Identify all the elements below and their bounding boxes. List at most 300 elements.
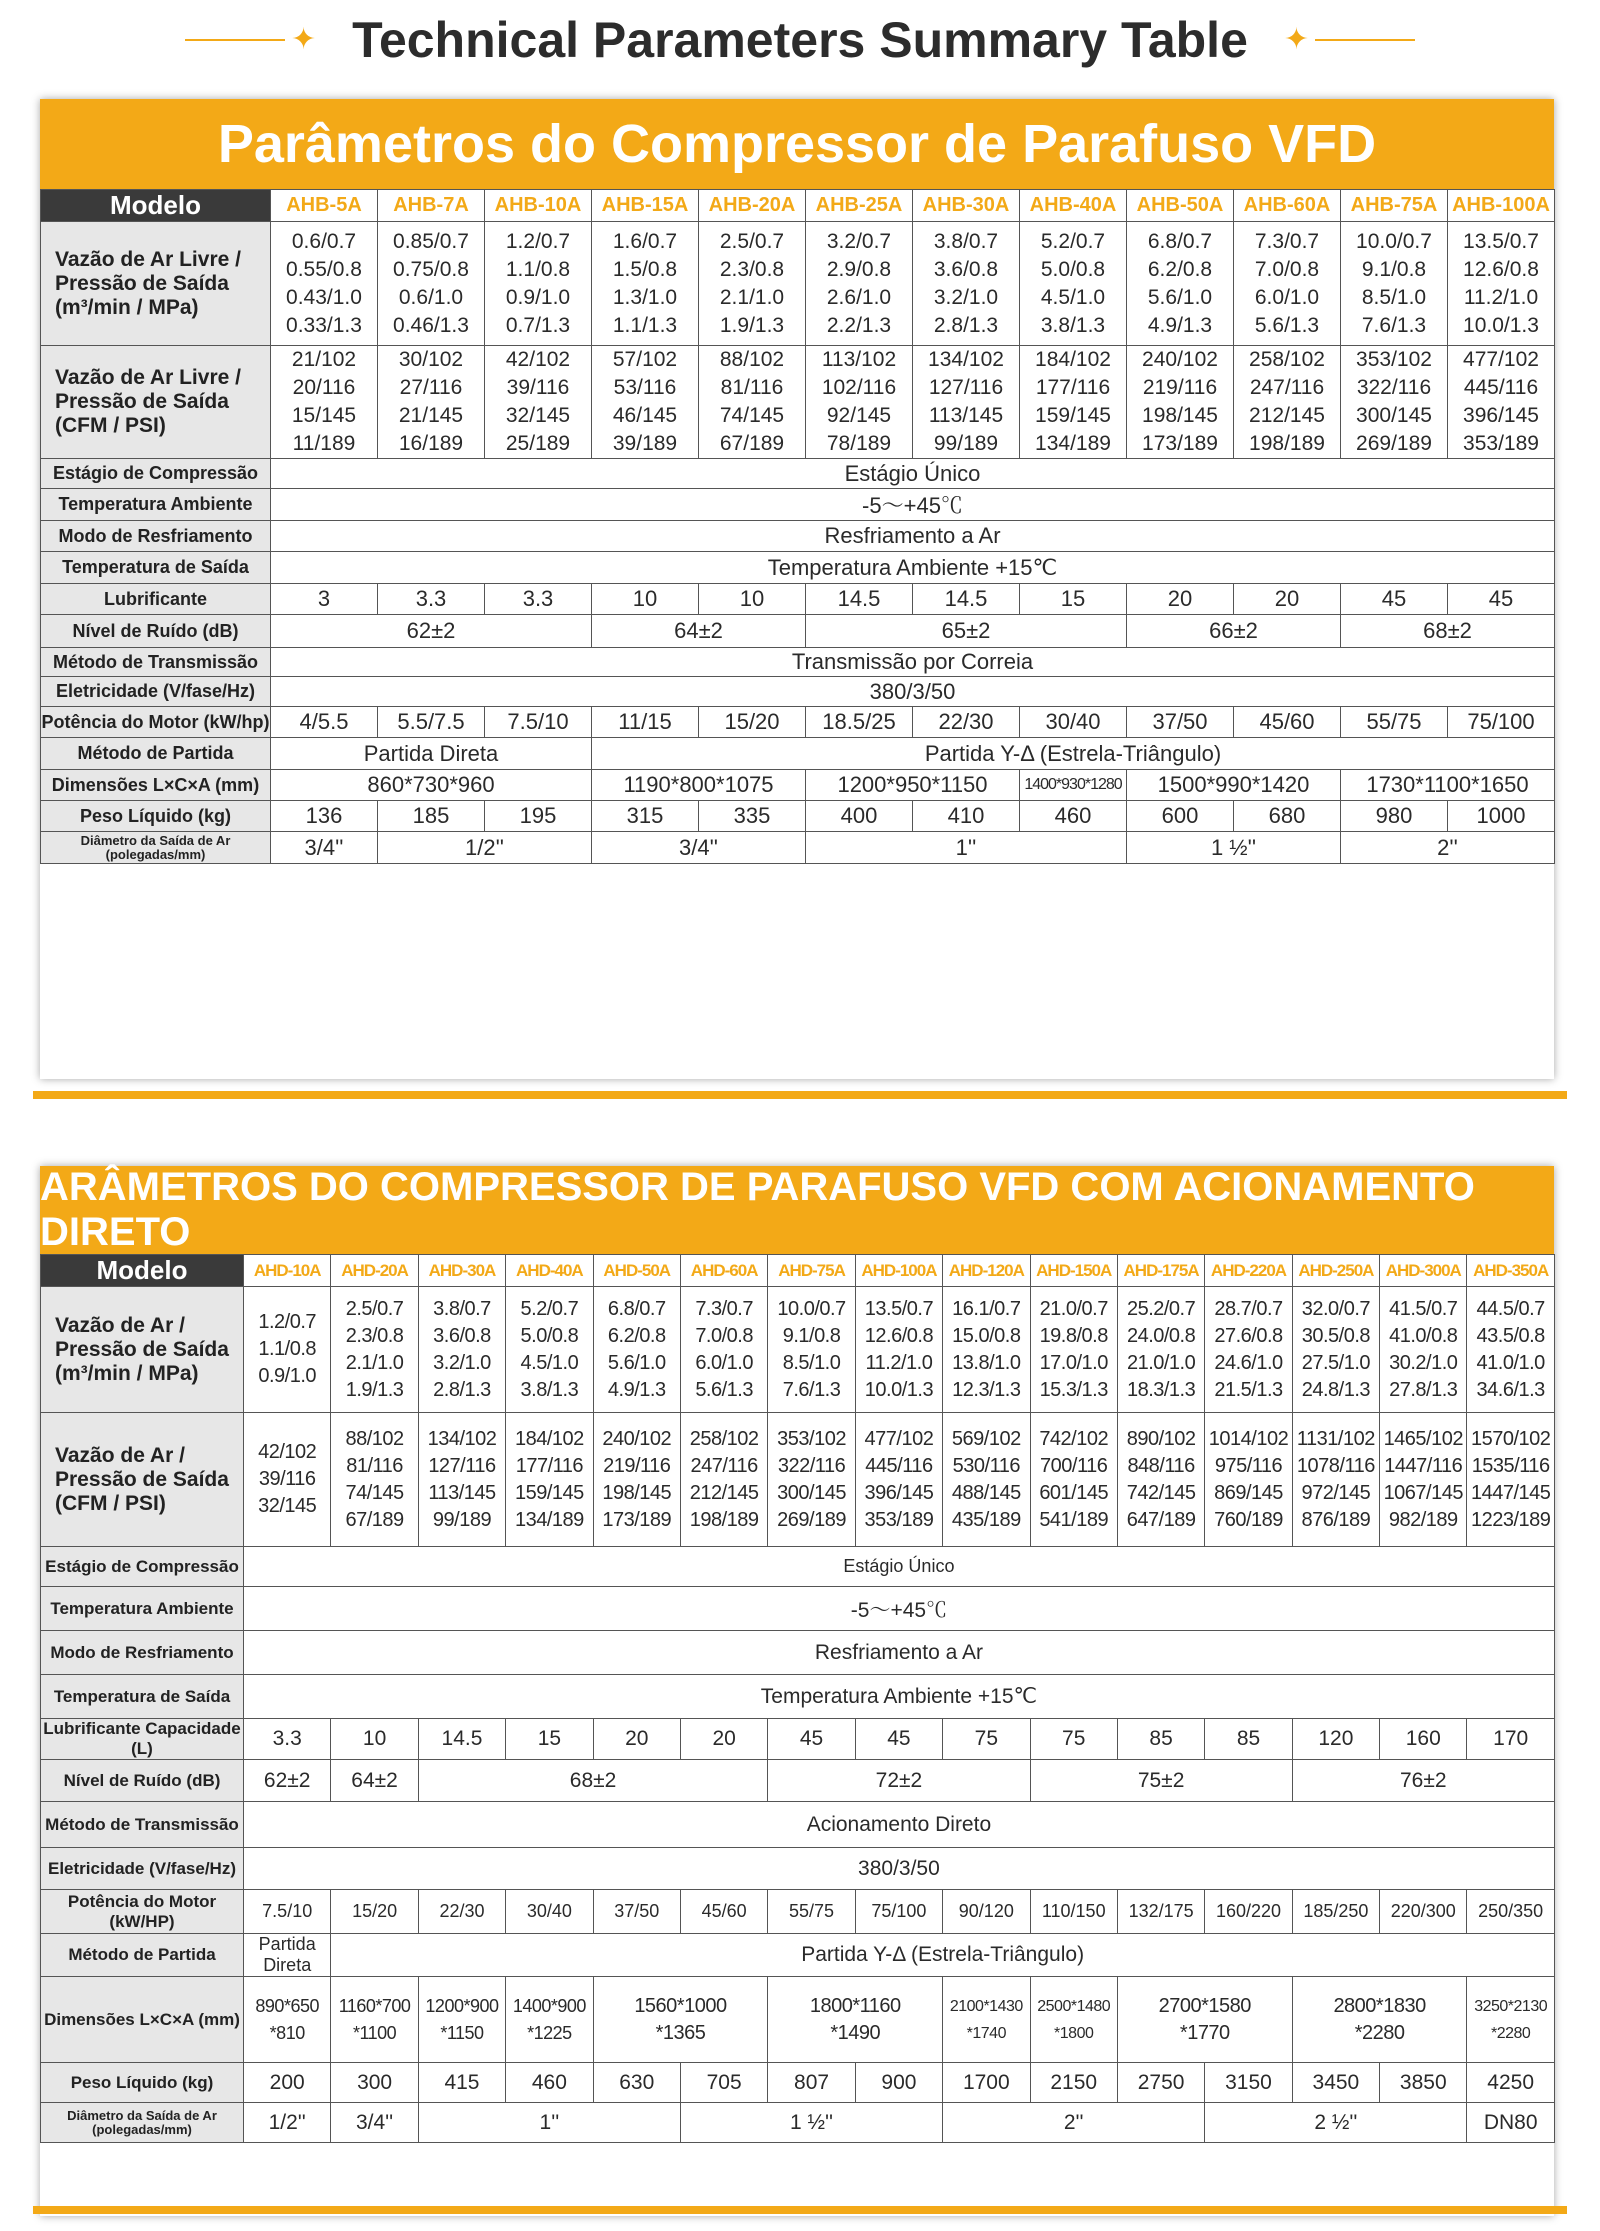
table-cell (806, 346, 913, 459)
model-header: AHD-120A (943, 1255, 1030, 1287)
cell-line: 396/145 (864, 1481, 934, 1504)
table-cell: 15 (1020, 584, 1127, 615)
table-cell: 22/30 (418, 1890, 505, 1934)
cell-line: 10.0/0.7 (1356, 229, 1432, 253)
row-label: Dimensões L×C×A (mm) (41, 770, 271, 801)
cell-line: 0.6/1.0 (398, 285, 464, 309)
table-cell: 2'' (1341, 832, 1555, 864)
table-cell: 20 (1127, 584, 1234, 615)
table-cell: 600 (1127, 801, 1234, 832)
cell-line: 21.0/0.7 (1039, 1297, 1108, 1320)
table-cell: 55/75 (1341, 707, 1448, 738)
cell-line: 1.1/0.8 (505, 257, 571, 281)
cell-line: *1225 (527, 2022, 572, 2043)
row-label: Método de Transmissão (41, 1802, 244, 1848)
table-cell (1448, 346, 1555, 459)
table-cell: 300 (331, 2063, 418, 2103)
table-cell (1020, 346, 1127, 459)
table-row (41, 1631, 1555, 1675)
table-cell: 4/5.5 (271, 707, 378, 738)
cell-line: 7.0/0.8 (1254, 257, 1320, 281)
title-decoration-left (185, 25, 322, 55)
model-header: AHB-7A (378, 190, 485, 222)
cell-line: 0.43/1.0 (286, 285, 362, 309)
table-cell: 1'' (418, 2103, 680, 2143)
table-cell (1030, 1413, 1117, 1547)
table-cell: 62±2 (271, 615, 592, 648)
table-cell (699, 346, 806, 459)
table-cell: 185 (378, 801, 485, 832)
table-cell: 160 (1380, 1719, 1467, 1760)
table-cell: Partida Direta (271, 738, 592, 770)
table-cell: 10 (699, 584, 806, 615)
table-row (41, 832, 1555, 864)
table-row (41, 1719, 1555, 1760)
table-cell: 75/100 (1448, 707, 1555, 738)
cell-line: 0.55/0.8 (286, 257, 362, 281)
cell-line: 10.0/1.3 (1463, 313, 1539, 337)
table-cell: 132/175 (1117, 1890, 1204, 1934)
cell-line: 1465/102 (1383, 1427, 1463, 1450)
cell-line: 39/116 (506, 376, 570, 399)
cell-line: 32.0/0.7 (1301, 1297, 1371, 1320)
table-cell (244, 1413, 331, 1547)
sparkle-icon: ✦ (1283, 23, 1310, 56)
table-cell (768, 1287, 855, 1413)
cell-line: 0.75/0.8 (393, 257, 469, 281)
cell-line: 0.46/1.3 (393, 313, 469, 337)
model-header: AHD-175A (1117, 1255, 1204, 1287)
cell-line: 4.5/1.0 (1040, 285, 1106, 309)
cell-line: 219/116 (603, 1454, 671, 1477)
table-cell (943, 1413, 1030, 1547)
table-cell: 3.3 (378, 584, 485, 615)
table-cell: 980 (1341, 801, 1448, 832)
cell-line: 3.2/0.7 (826, 229, 892, 253)
table-cell: 3/4'' (331, 2103, 418, 2143)
model-header: AHD-350A (1467, 1255, 1554, 1287)
table-cell (593, 1977, 768, 2063)
table-cell: 680 (1234, 801, 1341, 832)
model-header-label: Modelo (41, 190, 271, 222)
cell-line: 848/116 (1127, 1454, 1195, 1477)
table-cell: 3450 (1292, 2063, 1379, 2103)
cell-line: 39/189 (612, 432, 678, 455)
table-cell (485, 222, 592, 346)
table-cell: Partida Direta (244, 1934, 331, 1977)
model-header: AHD-50A (593, 1255, 680, 1287)
cell-line: 11.2/1.0 (865, 1351, 933, 1374)
table-cell: 1 ½'' (680, 2103, 942, 2143)
table-row (41, 707, 1555, 738)
cell-line: *1365 (655, 2021, 706, 2044)
cell-line: 240/102 (1142, 348, 1218, 371)
table-cell (1030, 1977, 1117, 2063)
direct-drive-spec-panel (40, 1166, 1554, 2216)
table-cell (943, 1977, 1030, 2063)
cell-line: 322/116 (777, 1454, 846, 1477)
table-cell: 22/30 (913, 707, 1020, 738)
cell-line: 30.2/1.0 (1389, 1351, 1458, 1374)
cell-line: 113/145 (428, 1481, 496, 1504)
table-cell (1467, 1413, 1554, 1547)
table-cell: 460 (1020, 801, 1127, 832)
cell-line: 1.3/1.0 (612, 285, 678, 309)
table-cell: 3150 (1205, 2063, 1292, 2103)
table-cell: Temperatura Ambiente +15℃ (271, 552, 1555, 584)
cell-line: 975/116 (1214, 1454, 1283, 1477)
cell-line: 1078/116 (1296, 1454, 1375, 1477)
cell-line: 219/116 (1142, 376, 1218, 399)
cell-line: 1.1/0.8 (258, 1338, 317, 1360)
table-cell: 1000 (1448, 801, 1555, 832)
table-cell: 85 (1117, 1719, 1204, 1760)
cell-line: 32/145 (505, 404, 571, 427)
cell-line: 3.6/0.8 (433, 1324, 491, 1347)
table-cell (1292, 1413, 1379, 1547)
cell-line: 134/189 (1035, 432, 1111, 455)
table-cell (418, 1413, 505, 1547)
table-cell: -5～+45℃ (244, 1587, 1555, 1631)
table-cell (768, 1413, 855, 1547)
cell-line: 700/116 (1040, 1454, 1108, 1477)
cell-line: 1447/116 (1384, 1454, 1463, 1477)
table-row (41, 1547, 1555, 1587)
table-row (41, 1675, 1555, 1719)
section-divider (33, 1091, 1567, 1099)
table2-title: ARÂMETROS DO COMPRESSOR DE PARAFUSO VFD COM ACIONAMENTO DIRETO (40, 1166, 1554, 1254)
row-label: Peso Líquido (kg) (41, 801, 271, 832)
cell-line: 7.6/1.3 (782, 1378, 841, 1401)
table-cell: 45 (855, 1719, 942, 1760)
cell-line: 113/102 (821, 348, 897, 371)
cell-line: 32/145 (258, 1495, 317, 1517)
table-cell: 75 (1030, 1719, 1117, 1760)
cell-line: 198/189 (689, 1508, 759, 1531)
table-cell: 1500*990*1420 (1127, 770, 1341, 801)
cell-line: *1490 (830, 2021, 881, 2044)
cell-line: 12.3/1.3 (952, 1378, 1021, 1401)
table-cell: 75±2 (1030, 1760, 1292, 1802)
row-label: Eletricidade (V/fase/Hz) (41, 677, 271, 707)
cell-line: 27.8/1.3 (1389, 1378, 1458, 1401)
model-header: AHB-20A (699, 190, 806, 222)
cell-line: *810 (269, 2022, 305, 2043)
cell-line: 212/145 (689, 1481, 759, 1504)
cell-line: 10.0/0.7 (777, 1297, 846, 1320)
cell-line: 0.9/1.0 (258, 1365, 317, 1387)
cell-line: 0.6/0.7 (291, 229, 357, 253)
model-header: AHB-15A (592, 190, 699, 222)
table-cell: 85 (1205, 1719, 1292, 1760)
model-header: AHB-75A (1341, 190, 1448, 222)
table-cell: 5.5/7.5 (378, 707, 485, 738)
table-cell (331, 1413, 418, 1547)
cell-line: 212/145 (1249, 404, 1325, 427)
cell-line: 5.2/0.7 (1040, 229, 1106, 253)
row-label: Dimensões L×C×A (mm) (41, 1977, 244, 2063)
cell-line: 67/189 (345, 1508, 404, 1531)
table-cell: 20 (1234, 584, 1341, 615)
cell-line: 1.9/1.3 (345, 1378, 404, 1401)
cell-line: 5.6/1.3 (695, 1378, 753, 1401)
table-cell (506, 1977, 593, 2063)
model-header: AHB-25A (806, 190, 913, 222)
table-cell: 37/50 (593, 1890, 680, 1934)
cell-line: 972/145 (1301, 1481, 1371, 1504)
table-cell: 705 (680, 2063, 767, 2103)
cell-line: 15.0/0.8 (952, 1324, 1021, 1347)
cell-line: 20/116 (292, 376, 356, 399)
table-cell (331, 1977, 418, 2063)
table-cell: 45 (1341, 584, 1448, 615)
cell-line: 99/189 (432, 1508, 492, 1531)
cell-line: 27.6/0.8 (1214, 1324, 1283, 1347)
cell-line: 2.1/1.0 (719, 285, 785, 309)
table-cell: 1190*800*1075 (592, 770, 806, 801)
cell-line: 269/189 (777, 1508, 846, 1531)
table-row (41, 677, 1555, 707)
cell-line: 5.0/0.8 (520, 1324, 579, 1347)
cell-line: 7.6/1.3 (1361, 313, 1427, 337)
table-cell: Acionamento Direto (244, 1802, 1555, 1848)
model-header: AHD-10A (244, 1255, 331, 1287)
table-cell (378, 346, 485, 459)
cell-line: 0.33/1.3 (286, 313, 362, 337)
cell-line: 19.8/0.8 (1039, 1324, 1108, 1347)
cell-line: 30.5/0.8 (1301, 1324, 1371, 1347)
table-cell: 2'' (943, 2103, 1205, 2143)
cell-line: 3.8/1.3 (520, 1378, 579, 1401)
table-cell (271, 346, 378, 459)
table-cell: 136 (271, 801, 378, 832)
table-cell: 14.5 (806, 584, 913, 615)
row-label: Método de Transmissão (41, 648, 271, 677)
table-row (41, 1760, 1555, 1802)
cell-line: 177/116 (515, 1454, 584, 1477)
cell-line: 5.2/0.7 (520, 1297, 579, 1320)
cell-line: 3.8/1.3 (1040, 313, 1106, 337)
table-cell (593, 1287, 680, 1413)
model-header: AHD-150A (1030, 1255, 1117, 1287)
cell-line: 81/116 (720, 376, 784, 399)
table-cell (244, 1977, 331, 2063)
table-cell: 45/60 (680, 1890, 767, 1934)
cell-line: 39/116 (258, 1468, 316, 1490)
table-cell: 66±2 (1127, 615, 1341, 648)
table-cell (1448, 222, 1555, 346)
cell-line: 6.2/0.8 (1147, 257, 1213, 281)
table-cell: 3 (271, 584, 378, 615)
cell-line: *2280 (1491, 2024, 1531, 2042)
cell-line: 760/189 (1214, 1508, 1283, 1531)
cell-line: 41.0/0.8 (1389, 1324, 1458, 1347)
cell-line: 488/145 (951, 1481, 1021, 1504)
cell-line: 353/189 (1463, 432, 1539, 455)
cell-line: 53/116 (613, 376, 677, 399)
table-row (41, 648, 1555, 677)
cell-line: 198/189 (1249, 432, 1325, 455)
table-cell: Transmissão por Correia (271, 648, 1555, 677)
cell-line: 25.2/0.7 (1126, 1297, 1196, 1320)
cell-line: 17.0/1.0 (1039, 1351, 1108, 1374)
cell-line: 92/145 (826, 404, 892, 427)
cell-line: 890/102 (1126, 1427, 1196, 1450)
table-cell (1205, 1413, 1292, 1547)
cell-line: 74/145 (345, 1481, 404, 1504)
table-cell (378, 222, 485, 346)
table-cell: 10 (331, 1719, 418, 1760)
cell-line: 477/102 (1463, 348, 1539, 371)
cell-line: 982/189 (1388, 1508, 1458, 1531)
table-cell: 15/20 (331, 1890, 418, 1934)
cell-line: 2800*1830 (1333, 1994, 1426, 2017)
table-cell: Partida Y-Δ (Estrela-Triângulo) (592, 738, 1555, 770)
table-cell: 68±2 (418, 1760, 768, 1802)
cell-line: 177/116 (1035, 376, 1111, 399)
cell-line: 24.6/1.0 (1214, 1351, 1283, 1374)
cell-line: 2100*1430 (949, 1997, 1023, 2015)
cell-line: 12.6/0.8 (1463, 257, 1539, 281)
table-cell: Resfriamento a Ar (271, 521, 1555, 552)
table-cell (1467, 1287, 1554, 1413)
row-label: Nível de Ruído (dB) (41, 615, 271, 648)
table-row (41, 1977, 1555, 2063)
vfd-spec-table (40, 189, 1555, 864)
table-cell: 410 (913, 801, 1020, 832)
cell-line: 7.0/0.8 (695, 1324, 753, 1347)
table-cell: 380/3/50 (244, 1848, 1555, 1890)
cell-line: 184/102 (514, 1427, 584, 1450)
table-cell (913, 222, 1020, 346)
table-cell: 400 (806, 801, 913, 832)
cell-line: 477/102 (864, 1427, 934, 1450)
table-cell (680, 1413, 767, 1547)
cell-line: 173/189 (602, 1508, 672, 1531)
table-cell (485, 346, 592, 459)
cell-line: 28.7/0.7 (1214, 1297, 1283, 1320)
table-row (41, 552, 1555, 584)
cell-line: 445/116 (1463, 376, 1539, 399)
table-cell: Resfriamento a Ar (244, 1631, 1555, 1675)
table-row (41, 1848, 1555, 1890)
table-cell: 3/4'' (271, 832, 378, 864)
page-header (0, 8, 1600, 72)
table-cell (506, 1287, 593, 1413)
table-row (41, 1287, 1555, 1413)
table-cell (1341, 222, 1448, 346)
table-cell: 18.5/25 (806, 707, 913, 738)
cell-line: 530/116 (952, 1454, 1020, 1477)
table-cell (1020, 222, 1127, 346)
cell-line: 258/102 (1249, 348, 1325, 371)
cell-line: 5.0/0.8 (1040, 257, 1106, 281)
table-cell: 68±2 (1341, 615, 1555, 648)
cell-line: 3250*2130 (1474, 1997, 1548, 2015)
table-cell: 15/20 (699, 707, 806, 738)
cell-line: 99/189 (933, 432, 999, 455)
cell-line: 1800*1160 (809, 1994, 901, 2017)
cell-line: 12.6/0.8 (864, 1324, 934, 1347)
row-label: Temperatura Ambiente (41, 1587, 244, 1631)
table-cell: 860*730*960 (271, 770, 592, 801)
table-cell: 1/2'' (378, 832, 592, 864)
cell-line: 4.9/1.3 (1147, 313, 1213, 337)
row-label: Diâmetro da Saída de Ar (polegadas/mm) (41, 2103, 244, 2143)
cell-line: 7.3/0.7 (695, 1297, 753, 1320)
row-label: Estágio de Compressão (41, 1547, 244, 1587)
model-header: AHB-10A (485, 190, 592, 222)
table-cell: 415 (418, 2063, 505, 2103)
model-header-label: Modelo (41, 1255, 244, 1287)
cell-line: 13.5/0.7 (1463, 229, 1539, 253)
cell-line: 21/102 (291, 348, 357, 371)
table-cell: 15 (506, 1719, 593, 1760)
cell-line: 1560*1000 (634, 1994, 727, 2017)
model-header: AHD-220A (1205, 1255, 1292, 1287)
table-cell: 1400*930*1280 (1020, 770, 1127, 801)
model-header: AHD-100A (855, 1255, 942, 1287)
cell-line: 2.8/1.3 (433, 1378, 491, 1401)
table-cell: 2750 (1117, 2063, 1204, 2103)
table-cell: 45/60 (1234, 707, 1341, 738)
cell-line: 869/145 (1214, 1481, 1283, 1504)
cell-line: *2280 (1354, 2021, 1405, 2044)
table-cell (855, 1287, 942, 1413)
cell-line: 1447/145 (1470, 1481, 1551, 1504)
cell-line: 1.2/0.7 (505, 229, 571, 253)
cell-line: 6.0/1.0 (1254, 285, 1320, 309)
page-title: Technical Parameters Summary Table (352, 12, 1248, 68)
cell-line: 5.6/1.0 (1147, 285, 1213, 309)
model-header: AHD-250A (1292, 1255, 1379, 1287)
cell-line: 78/189 (826, 432, 892, 455)
table-cell (1117, 1287, 1204, 1413)
cell-line: 9.1/0.8 (1361, 257, 1427, 281)
table-cell (418, 1977, 505, 2063)
table-cell (680, 1287, 767, 1413)
table-cell: 3850 (1380, 2063, 1467, 2103)
cell-line: 2.6/1.0 (826, 285, 892, 309)
cell-line: 445/116 (865, 1454, 933, 1477)
table-row (41, 346, 1555, 459)
model-header: AHD-300A (1380, 1255, 1467, 1287)
table-cell (943, 1287, 1030, 1413)
cell-line: 0.7/1.3 (505, 313, 571, 337)
model-header: AHD-30A (418, 1255, 505, 1287)
cell-line: 15/145 (291, 404, 357, 427)
cell-line: 876/189 (1301, 1508, 1371, 1531)
table-cell: 630 (593, 2063, 680, 2103)
row-label: Peso Líquido (kg) (41, 2063, 244, 2103)
cell-line: 300/145 (777, 1481, 846, 1504)
cell-line: 8.5/1.0 (782, 1351, 841, 1374)
table-cell: 2150 (1030, 2063, 1117, 2103)
table-cell: 1 ½'' (1127, 832, 1341, 864)
row-label: Temperatura de Saída (41, 552, 271, 584)
cell-line: *1740 (966, 2024, 1006, 2042)
table-cell: Estágio Único (271, 459, 1555, 489)
cell-line: 9.1/0.8 (782, 1324, 841, 1347)
table-cell (1292, 1287, 1379, 1413)
cell-line: 3.6/0.8 (933, 257, 999, 281)
cell-line: 247/116 (690, 1454, 758, 1477)
cell-line: 159/145 (514, 1481, 584, 1504)
table-cell: 1'' (806, 832, 1127, 864)
table-cell: 45 (1448, 584, 1555, 615)
cell-line: 198/145 (602, 1481, 672, 1504)
table-cell: 45 (768, 1719, 855, 1760)
